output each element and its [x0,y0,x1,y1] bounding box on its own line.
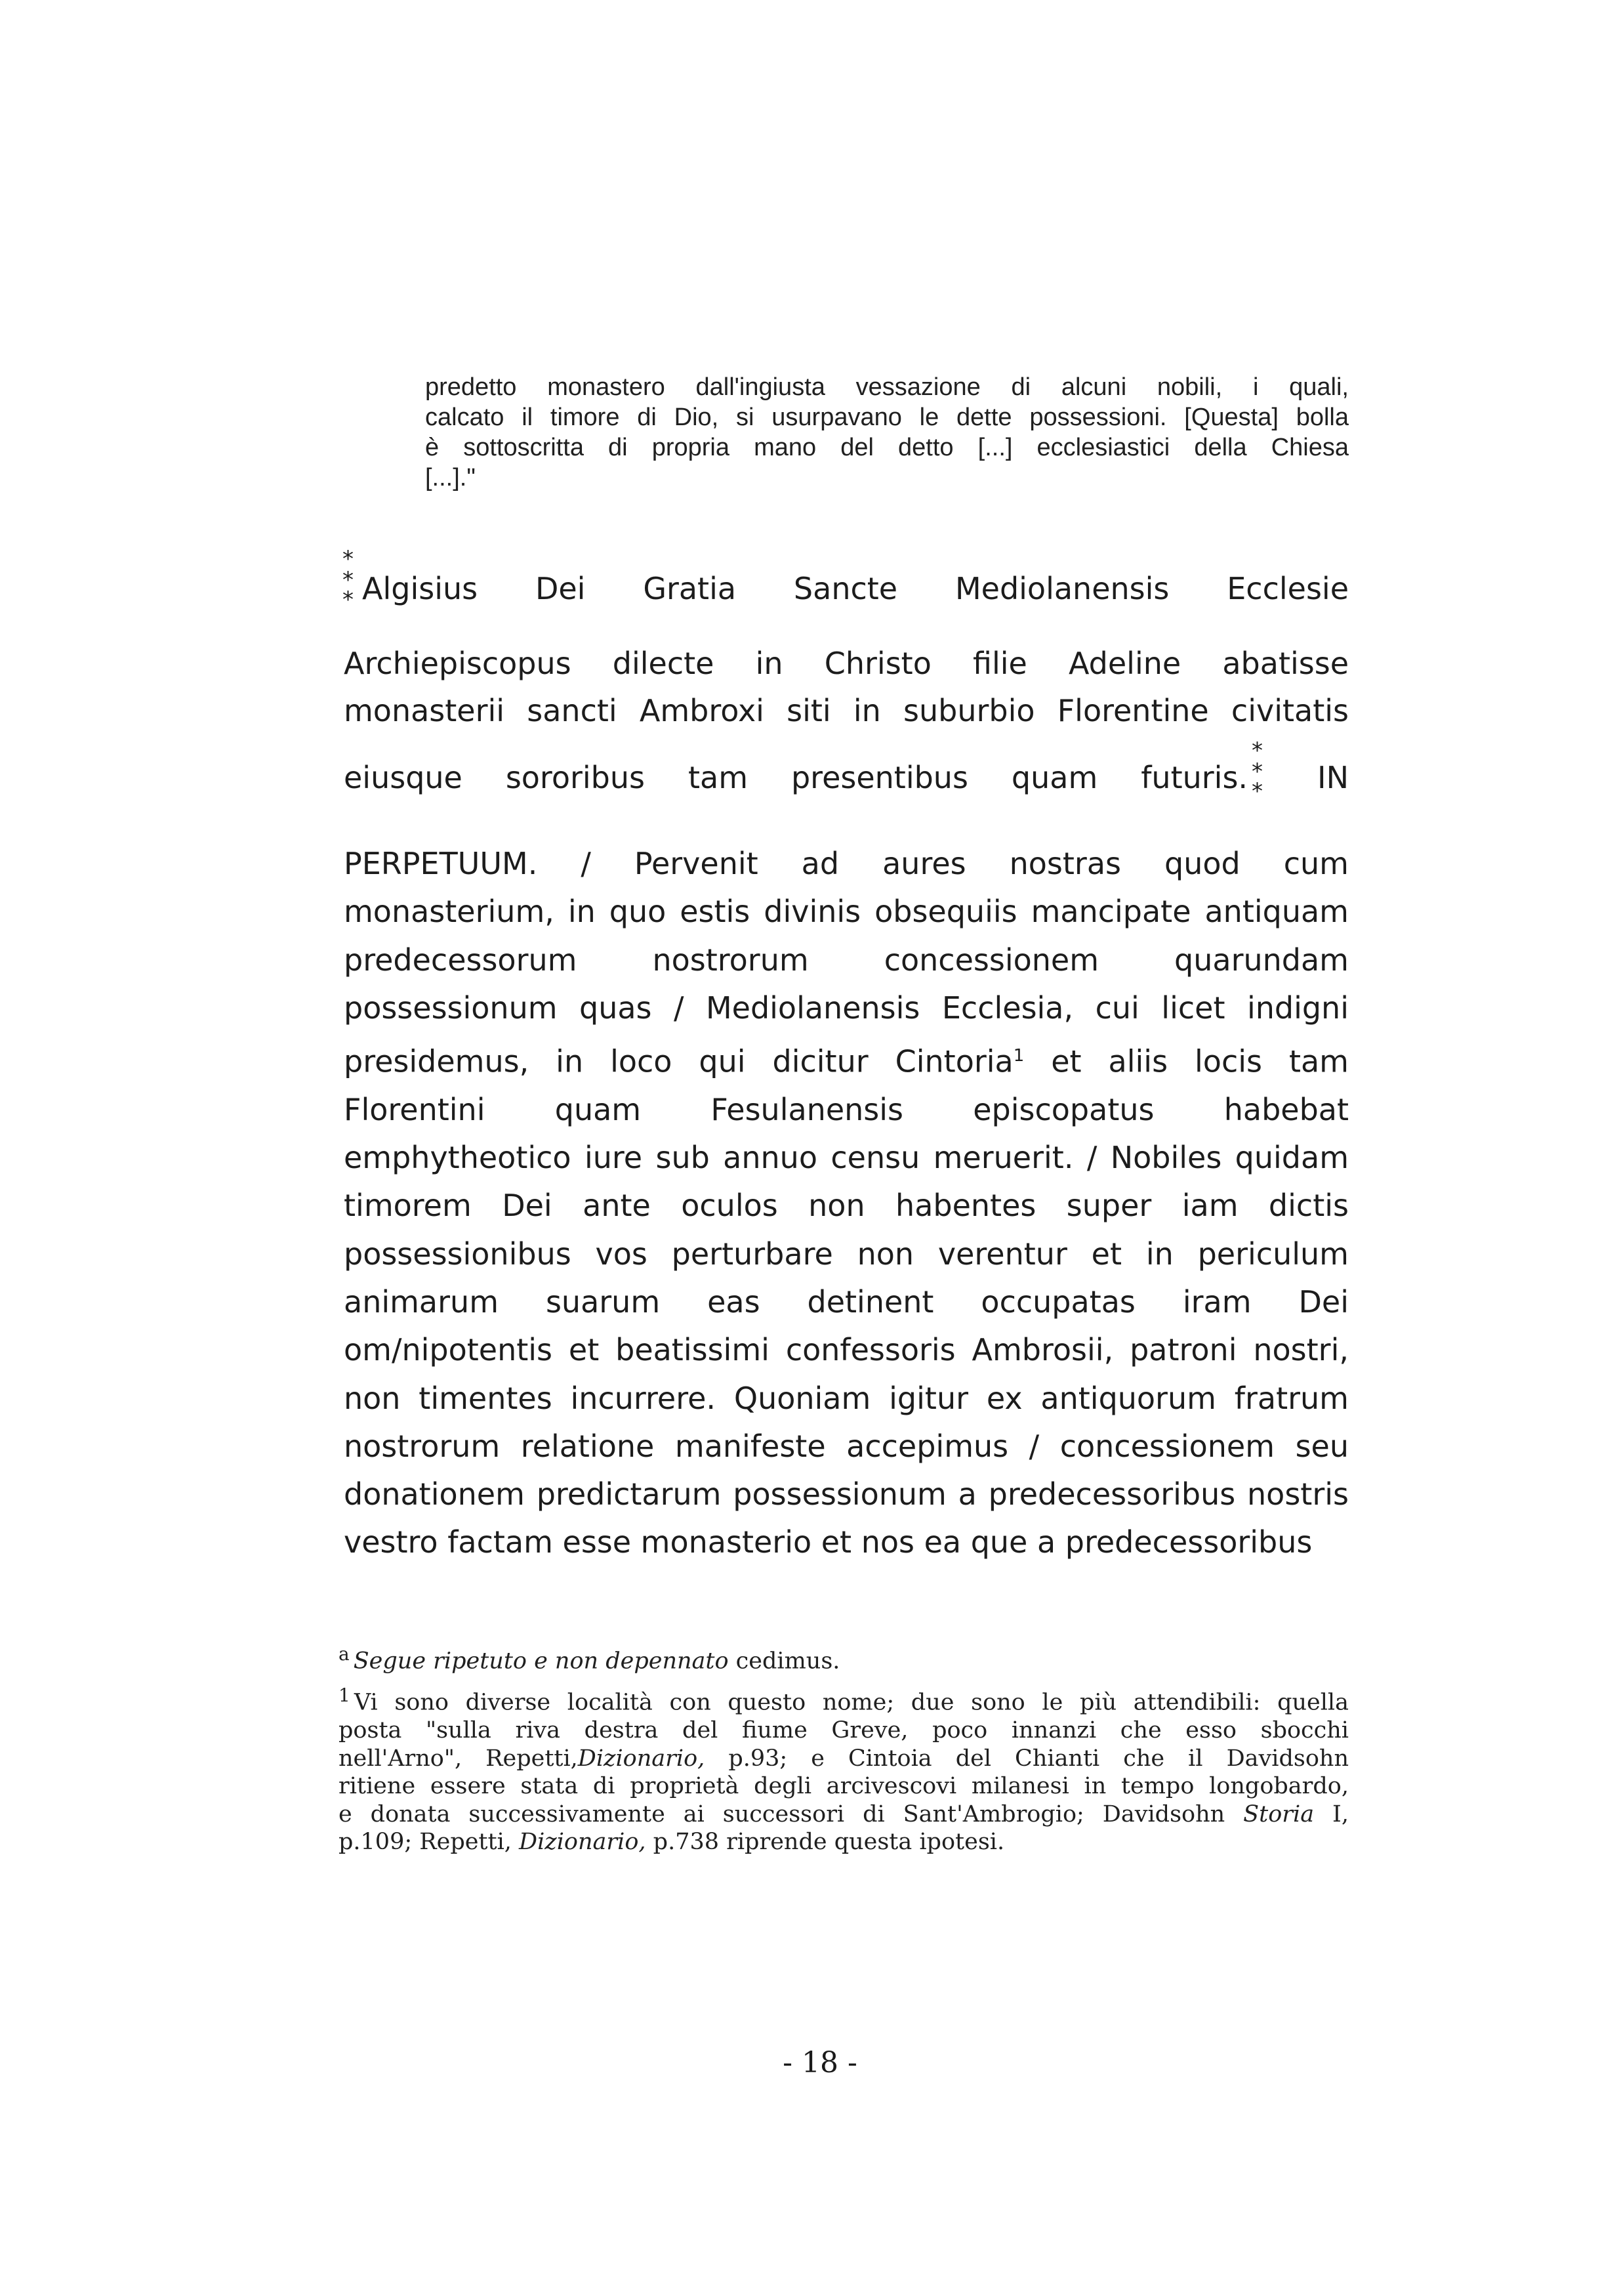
text-line [344,1032,1349,1086]
latin-document-opening [342,546,1349,804]
asterisk-mark: * [1252,759,1263,785]
text-span: Dizionario, [519,1829,646,1856]
text-line: possessionum quas / Mediolanensis Ecclesia, cui licet indigni [344,990,1349,1026]
footnote-1-line [338,1801,1349,1829]
text-line: Florentini quam Fesulanensis episcopatus habebat [344,1091,1349,1127]
text-span: p.738 riprende questa ipotesi. [653,1829,1005,1856]
text-span: Segue ripetuto e non depennato [353,1648,729,1675]
text-span: e donata successivamente ai successori di Sant'Ambrogio; Davidsohn [338,1801,1225,1827]
italian-summary-paragraph [425,372,1349,493]
text-span: Vi sono diverse località con questo nome; due sono le più attendibili: quella [354,1689,1349,1716]
footnote-a [338,1640,1349,1675]
asterisk-mark: * [342,546,354,572]
text-line: PERPETUUM. / Pervenit ad aures nostras quod cum [344,846,1349,881]
text-line: om/nipotentis et beatissimi confessoris Ambrosii, patroni nostri, [344,1332,1349,1368]
asterisk-mark: * [1252,738,1263,764]
text-line: Archiepiscopus dilecte in Christo filie Adeline abatisse [344,646,1349,681]
text-line: animarum suarum eas detinent occupatas iram Dei [344,1284,1349,1320]
asterisk-mark: * [342,587,354,613]
text-span: presidemus, in loco qui dicitur Cintoria [344,1043,1014,1079]
latin-document-body [344,840,1349,1567]
footnote-reference: 1 [1013,1046,1025,1066]
text-line: non timentes incurrere. Quoniam igitur ex antiquorum fratrum [344,1380,1349,1416]
footnote-1-line [338,1745,1349,1773]
text-span: cedimus. [735,1648,840,1675]
text-line: emphytheotico iure sub annuo censu meruerit. / Nobiles quidam [344,1140,1349,1176]
text-line: monasterii sancti Ambroxi siti in suburbio Florentine civitatis [344,693,1349,728]
text-span: eiusque sororibus tam presentibus quam futuris. [344,760,1248,795]
asterisk-mark: * [342,567,354,593]
text-span: et aliis locis tam [1051,1043,1349,1079]
footnote-1-line [338,1682,1349,1717]
text-line: nostrorum relatione manifeste accepimus / concessionem seu [344,1428,1349,1464]
footnote-mark: a [338,1643,350,1665]
text-line: possessionibus vos perturbare non verentur et in periculum [344,1236,1349,1272]
text-line: timorem Dei ante oculos non habentes super iam dictis [344,1188,1349,1224]
text-line: è sottoscritta di propria mano del detto [...] ecclesiastici della Chiesa [425,434,1349,461]
text-line: predetto monastero dall'ingiusta vessazione di alcuni nobili, i quali, [425,373,1349,401]
text-line: monasterium, in quo estis divinis obsequiis mancipate antiquam [344,894,1349,930]
text-line: vestro factam esse monasterio et nos ea que a predecessoribus [344,1524,1313,1560]
footnote-1-line [338,1828,1349,1856]
text-line [342,546,1349,613]
text-line: [...]." [425,464,476,491]
footnote-1-line: posta "sulla riva destra del fiume Greve, poco innanzi che esso sbocchi [338,1717,1349,1744]
text-line: predecessorum nostrorum concessionem quarundam [344,942,1349,978]
text-span: I, [1332,1801,1349,1827]
text-line: donationem predictarum possessionum a predecessoribus nostris [344,1476,1349,1513]
text-span: p.93; e Cintoia del Chianti che il Davidsohn [728,1745,1349,1772]
footnote-1-line: ritiene essere stata di proprietà degli arcivescovi milanesi in tempo longobardo, [338,1773,1349,1800]
text-line: calcato il timore di Dio, si usurpavano le dette possessioni. [Questa] bolla [425,404,1349,431]
text-span: Storia [1243,1801,1315,1827]
text-span: nell'Arno", Repetti, [338,1745,578,1772]
text-span: IN [1317,760,1349,795]
text-span: Algisius Dei Gratia Sancte Mediolanensis Ecclesie [362,571,1349,606]
text-span: p.109; Repetti, [338,1829,512,1856]
footnotes [338,1640,1349,1856]
page-number: - 18 - [783,2046,857,2079]
asterisk-mark: * [1252,778,1263,804]
footnote-mark: 1 [338,1684,350,1707]
text-span: Dizionario, [577,1745,705,1772]
text-line [344,738,1349,804]
